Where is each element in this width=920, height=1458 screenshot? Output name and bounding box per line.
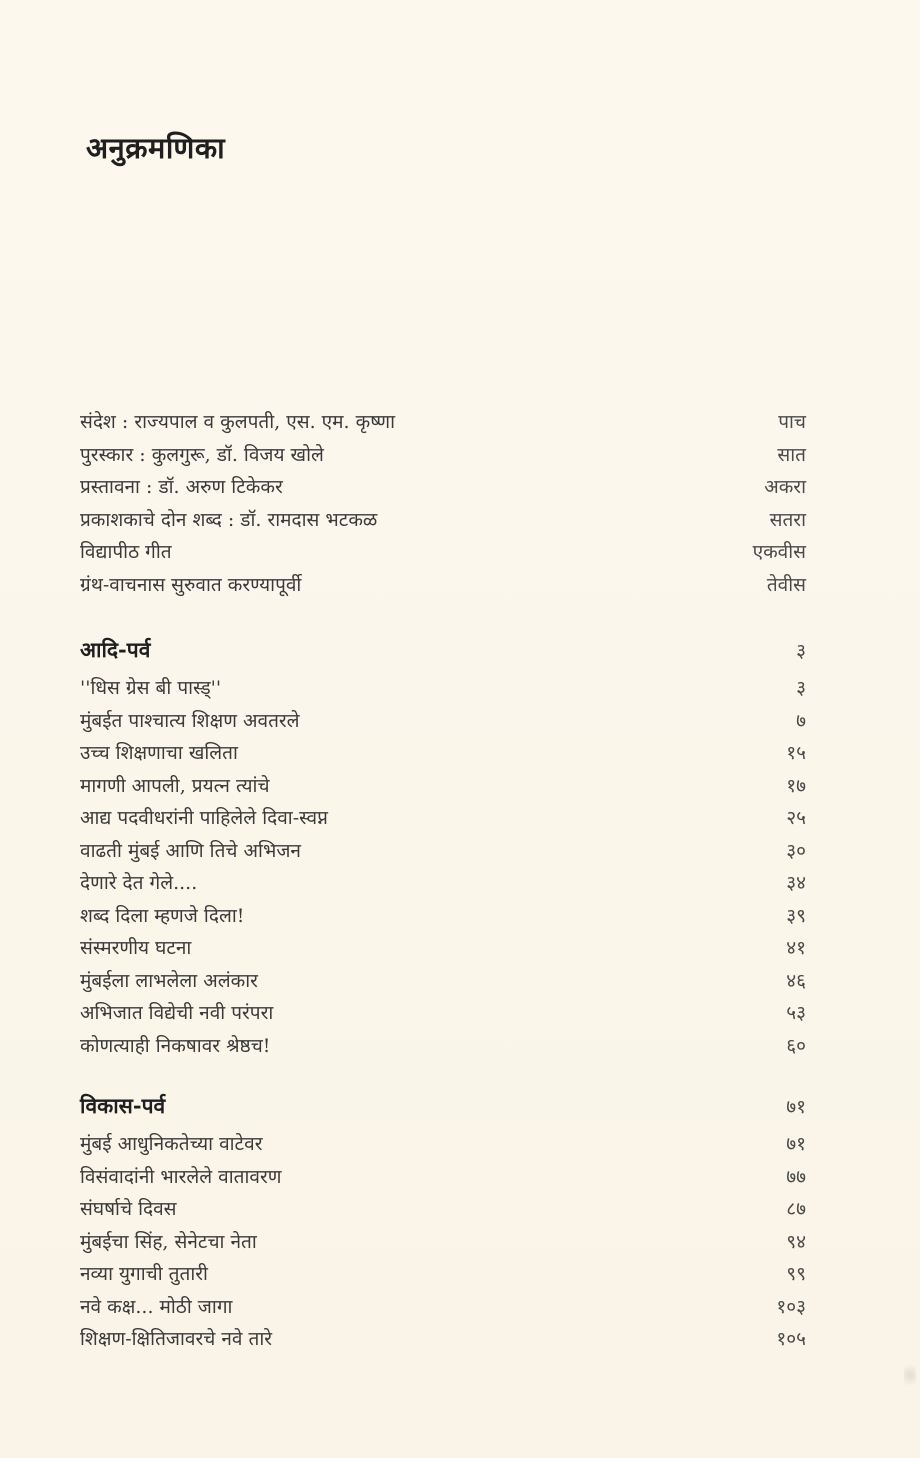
toc-entry-page: एकवीस — [752, 541, 806, 563]
toc-entry-page: ३ — [796, 677, 806, 699]
toc-entry-page: ७१ — [786, 1133, 806, 1155]
toc-entry-page: १५ — [786, 742, 806, 764]
toc-entry-label: ग्रंथ-वाचनास सुरुवात करण्यापूर्वी — [80, 573, 302, 596]
toc-entry-label: शब्द दिला म्हणजे दिला! — [80, 904, 245, 927]
toc-entry[interactable] — [80, 1228, 806, 1261]
toc-entry-page: ८७ — [786, 1198, 806, 1220]
toc-entry-label: उच्च शिक्षणाचा खलिता — [80, 742, 238, 764]
toc-entry-page: ५३ — [786, 1002, 806, 1024]
page-smudge — [904, 1360, 916, 1390]
toc-entry-label: ''धिस ग्रेस बी पास्ड्'' — [80, 677, 222, 699]
toc-entry-page: १०५ — [776, 1328, 806, 1350]
toc-entry-label: संदेश : राज्यपाल व कुलपती, एस. एम. कृष्णा — [80, 411, 395, 433]
toc-entry[interactable] — [80, 473, 806, 506]
toc-entry[interactable] — [80, 408, 806, 441]
toc-entry-label: मागणी आपली, प्रयत्न त्यांचे — [80, 774, 270, 797]
toc-entry-page: २५ — [786, 807, 806, 829]
toc-entry-label: संस्मरणीय घटना — [80, 937, 192, 959]
toc-entry-label: देणारे देत गेले.... — [80, 872, 198, 894]
toc-entry-page: तेवीस — [766, 573, 806, 596]
toc-entry-label: नव्या युगाची तुतारी — [80, 1263, 208, 1285]
section-heading[interactable] — [80, 636, 806, 674]
toc-entry-label: प्रस्तावना : डॉ. अरुण टिकेकर — [80, 476, 283, 498]
toc-entry-page: सात — [777, 443, 806, 466]
toc-entry[interactable] — [80, 967, 806, 1000]
toc-entry-page: १०३ — [776, 1295, 806, 1318]
section-heading-page: ३ — [796, 640, 806, 662]
toc-entry[interactable] — [80, 707, 806, 740]
toc-entry-label: अभिजात विद्येची नवी परंपरा — [80, 1002, 274, 1024]
toc-entry[interactable] — [80, 999, 806, 1032]
toc-entry-label: नवे कक्ष... मोठी जागा — [80, 1295, 233, 1318]
toc-entry-page: ३० — [786, 839, 806, 862]
toc-entry-page: ३९ — [786, 904, 806, 927]
toc-entry[interactable] — [80, 1260, 806, 1293]
toc-entry-label: प्रकाशकाचे दोन शब्द : डॉ. रामदास भटकळ — [80, 508, 378, 531]
toc-entry-page: ४६ — [786, 969, 806, 992]
toc-entry[interactable] — [80, 1325, 806, 1358]
toc-entry-label: संघर्षाचे दिवस — [80, 1198, 177, 1220]
section-heading[interactable] — [80, 1092, 806, 1130]
toc-entry[interactable] — [80, 772, 806, 805]
section-heading-label: आदि-पर्व — [80, 637, 151, 662]
toc-entry[interactable] — [80, 1293, 806, 1326]
section-adi-parva — [80, 636, 806, 1064]
toc-entry[interactable] — [80, 441, 806, 474]
toc-entry-label: आद्य पदवीधरांनी पाहिलेले दिवा-स्वप्न — [80, 807, 328, 829]
toc-entry-label: मुंबईत पाश्चात्य शिक्षण अवतरले — [80, 709, 300, 732]
toc-entry[interactable] — [80, 1130, 806, 1163]
toc-entry-page: ९४ — [786, 1230, 806, 1253]
toc-entry[interactable] — [80, 1195, 806, 1228]
toc-entry[interactable] — [80, 902, 806, 935]
toc-entry-page: अकरा — [764, 476, 806, 498]
toc-entry-page: ४१ — [786, 937, 806, 959]
toc-entry-page: ३४ — [786, 872, 806, 894]
toc-entry[interactable] — [80, 1163, 806, 1196]
page-title: अनुक्रमणिका — [86, 131, 226, 165]
toc-entry-label: कोणत्याही निकषावर श्रेष्ठच! — [80, 1034, 271, 1057]
toc-entry-page: ७ — [796, 709, 806, 732]
toc-entry-page: ९९ — [786, 1263, 806, 1285]
section-heading-page: ७१ — [786, 1096, 806, 1118]
toc-entry-label: मुंबई आधुनिकतेच्या वाटेवर — [80, 1133, 263, 1155]
toc-entry-label: विसंवादांनी भारलेले वातावरण — [80, 1165, 282, 1188]
toc-entry[interactable] — [80, 1032, 806, 1065]
toc-entry-label: विद्यापीठ गीत — [80, 541, 172, 563]
toc-entry[interactable] — [80, 837, 806, 870]
toc-entry[interactable] — [80, 739, 806, 772]
toc-entry-page: पाच — [778, 411, 806, 433]
toc-entry-label: मुंबईचा सिंह, सेनेटचा नेता — [80, 1230, 257, 1253]
toc-entry-label: शिक्षण-क्षितिजावरचे नवे तारे — [80, 1328, 273, 1350]
toc-entry[interactable] — [80, 804, 806, 837]
toc-entry-label: मुंबईला लाभलेला अलंकार — [80, 969, 258, 992]
section-heading-label: विकास-पर्व — [80, 1093, 166, 1118]
toc-entry-label: वाढती मुंबई आणि तिचे अभिजन — [80, 839, 301, 862]
toc-entry[interactable] — [80, 934, 806, 967]
toc-entry-page: ६० — [786, 1034, 806, 1057]
toc-entry[interactable] — [80, 538, 806, 571]
section-vikas-parva — [80, 1092, 806, 1358]
toc-entry-page: १७ — [786, 774, 806, 797]
toc-entry[interactable] — [80, 869, 806, 902]
toc-entry[interactable] — [80, 674, 806, 707]
toc-entry-page: ७७ — [786, 1165, 806, 1188]
toc-entry[interactable] — [80, 506, 806, 539]
toc-entry[interactable] — [80, 571, 806, 604]
toc-entry-page: सतरा — [769, 508, 806, 531]
front-matter-list — [80, 408, 806, 603]
toc-entry-label: पुरस्कार : कुलगुरू, डॉ. विजय खोले — [80, 443, 324, 466]
